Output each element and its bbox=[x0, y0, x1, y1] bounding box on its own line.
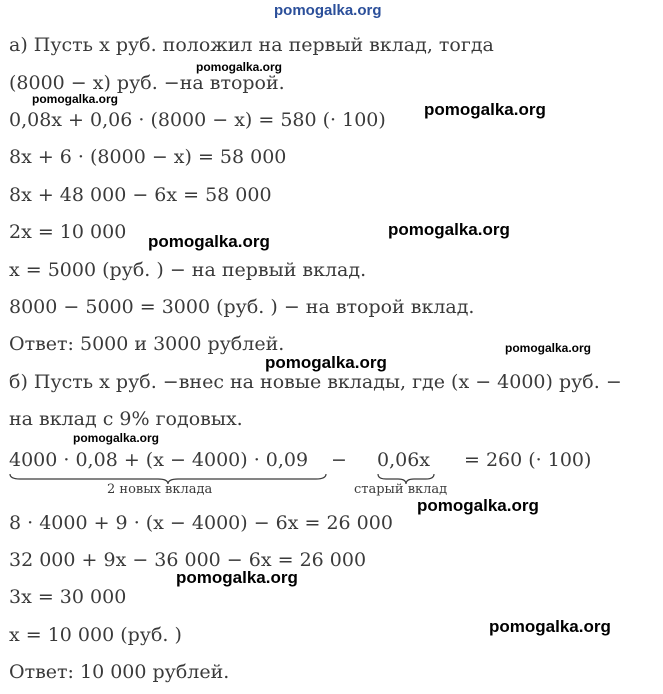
part-a-step-1: 8x + 6 · (8000 − x) = 58 000 bbox=[9, 146, 287, 168]
watermark: pomogalka.org bbox=[148, 232, 270, 251]
part-b-eq-minus: − bbox=[331, 449, 347, 471]
watermark: pomogalka.org bbox=[505, 341, 592, 355]
part-b-step-2: 32 000 + 9x − 36 000 − 6x = 26 000 bbox=[9, 549, 367, 571]
watermark: pomogalka.org bbox=[424, 100, 546, 119]
part-a-condition: а) Пусть x руб. положил на первый вклад, тогда bbox=[9, 34, 494, 56]
watermark: pomogalka.org bbox=[265, 353, 387, 372]
part-b-condition-cont: на вклад с 9% годовых. bbox=[9, 408, 243, 430]
watermark: pomogalka.org bbox=[196, 60, 283, 74]
watermark: pomogalka.org bbox=[32, 92, 119, 106]
watermark: pomogalka.org bbox=[388, 220, 510, 239]
watermark-top: pomogalka.org bbox=[274, 2, 382, 19]
part-a-second-deposit: (8000 − x) руб. −на второй. bbox=[9, 72, 285, 94]
part-a-equation: 0,08x + 0,06 · (8000 − x) = 580 (· 100) bbox=[9, 109, 386, 131]
part-a-second-result: 8000 − 5000 = 3000 (руб. ) − на второй вклад. bbox=[9, 296, 475, 318]
part-b-step-3: 3x = 30 000 bbox=[9, 586, 127, 608]
part-a-step-2: 8x + 48 000 − 6x = 58 000 bbox=[9, 184, 272, 206]
part-b-eq-old-deposit: 0,06x bbox=[377, 449, 431, 471]
part-a-first-result: x = 5000 (руб. ) − на первый вклад. bbox=[9, 259, 367, 281]
watermark: pomogalka.org bbox=[417, 496, 539, 515]
watermark: pomogalka.org bbox=[489, 617, 611, 636]
part-a-step-3: 2x = 10 000 bbox=[9, 221, 127, 243]
part-b-result: x = 10 000 (руб. ) bbox=[9, 624, 182, 646]
brace-label-new-deposits: 2 новых вклада bbox=[107, 482, 213, 497]
part-b-eq-right: = 260 (· 100) bbox=[464, 449, 592, 471]
part-b-eq-new-deposits: 4000 · 0,08 + (x − 4000) · 0,09 bbox=[9, 449, 309, 471]
brace-label-old-deposit: старый вклад bbox=[354, 482, 448, 497]
watermark: pomogalka.org bbox=[176, 568, 298, 587]
watermark: pomogalka.org bbox=[73, 431, 160, 445]
part-b-step-1: 8 · 4000 + 9 · (x − 4000) − 6x = 26 000 bbox=[9, 512, 393, 534]
part-b-condition: б) Пусть x руб. −внес на новые вклады, где (x − 4000) руб. − bbox=[9, 371, 622, 393]
part-b-answer: Ответ: 10 000 рублей. bbox=[9, 661, 230, 683]
part-a-answer: Ответ: 5000 и 3000 рублей. bbox=[9, 333, 285, 355]
